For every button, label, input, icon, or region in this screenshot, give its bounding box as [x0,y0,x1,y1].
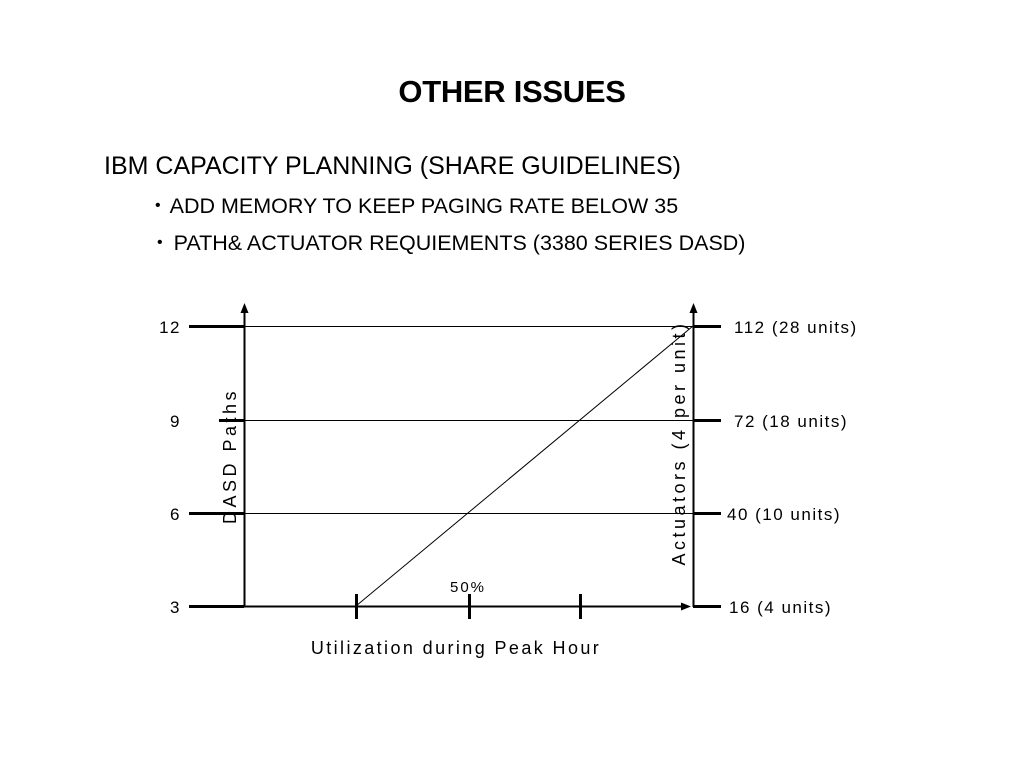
bullet-text: ADD MEMORY TO KEEP PAGING RATE BELOW 35 [169,194,679,218]
bullet-icon: • [155,197,161,214]
section-heading: IBM CAPACITY PLANNING (SHARE GUIDELINES) [104,152,681,180]
x-axis-title: Utilization during Peak Hour [310,638,602,658]
left-axis-title: DASD Paths [220,387,240,525]
bullet-text: PATH& ACTUATOR REQUIEMENTS (3380 SERIES DASD) [173,231,746,255]
left-label-12: 12 [159,318,181,337]
bullet-icon: • [157,234,163,251]
left-label-9: 9 [170,412,181,431]
right-label-40: 40 (10 units) [727,505,841,524]
left-label-6: 6 [170,505,181,524]
right-label-72: 72 (18 units) [734,412,848,431]
right-axis-title: Actuators (4 per unit) [669,320,689,566]
slide-title: OTHER ISSUES [398,74,626,109]
requirement-diagonal-line [356,326,693,606]
right-label-16: 16 (4 units) [729,598,833,617]
right-label-112: 112 (28 units) [734,318,858,337]
left-label-3: 3 [170,598,181,617]
fifty-percent-label: 50% [449,579,487,596]
